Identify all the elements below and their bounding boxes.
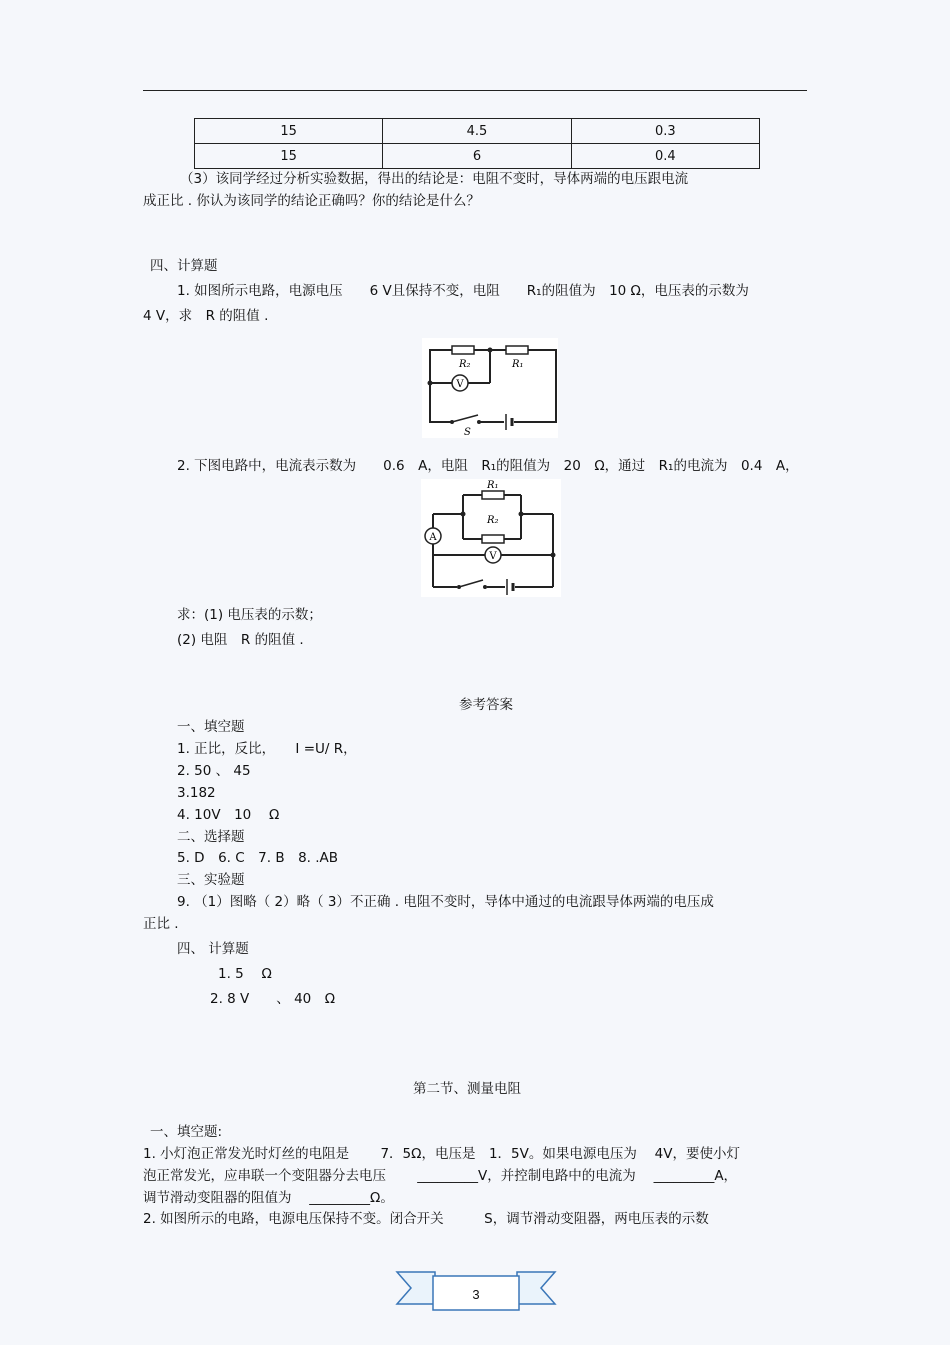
calc-ask2: (2) 电阻 R 的阻值 .: [177, 632, 304, 648]
resistor-r1-icon: [482, 491, 504, 499]
page-number: 3: [472, 1287, 480, 1302]
resistor-r2-icon: [482, 535, 504, 543]
section2-s1: 一、填空题:: [150, 1124, 223, 1140]
answer-2: 2. 50 、 45: [177, 763, 251, 779]
table-cell: 15: [195, 144, 383, 169]
answers-s3: 三、实验题: [177, 872, 245, 888]
calc-heading: 四、计算题: [150, 258, 218, 274]
fig2-r1-label: R₁: [487, 480, 499, 491]
circuit-diagram-1: [422, 338, 558, 438]
calc-p1-line1: 1. 如图所示电路，电源电压 6 V且保持不变，电阻 R₁的阻值为 10 Ω，电压表的示数为: [177, 283, 749, 299]
fig1-switch-label: S: [464, 427, 471, 438]
resistor-r1-icon: [506, 346, 528, 354]
table-cell: 0.3: [571, 119, 759, 144]
section2-q1-line2: 泡正常发光，应串联一个变阻器分去电压 _________V，并控制电路中的电流为 _________A，: [143, 1168, 738, 1184]
section2-q2-line1: 2. 如图所示的电路，电源电压保持不变。闭合开关 S，调节滑动变阻器，两电压表的示数: [143, 1211, 709, 1227]
table-row: [195, 144, 760, 169]
table-cell: 15: [195, 119, 383, 144]
page-number-ribbon: [395, 1268, 557, 1318]
header-rule: [143, 90, 807, 91]
q3-line1: （3）该同学经过分析实验数据，得出的结论是：电阻不变时，导体两端的电压跟电流: [180, 171, 689, 187]
calc-answer-2: 2. 8 V 、 40 Ω: [210, 991, 336, 1007]
resistor-r2-icon: [452, 346, 474, 354]
answer-5-8: 5. D 6. C 7. B 8. .AB: [177, 850, 339, 866]
answer-1: 1. 正比，反比， I =U/ R，: [177, 741, 357, 757]
circuit-diagram-2: [421, 479, 561, 597]
section2-q1-line1: 1. 小灯泡正常发光时灯丝的电阻是 7．5Ω，电压是 1．5V。如果电源电压为 4V，要使小灯: [143, 1146, 740, 1162]
fig1-r1-label: R₁: [512, 359, 524, 370]
table-cell: 0.4: [571, 144, 759, 169]
answers-s2: 二、选择题: [177, 829, 245, 845]
voltmeter-label: V: [456, 379, 464, 390]
calc-p2-line1: 2. 下图电路中，电流表示数为 0.6 A，电阻 R₁的阻值为 20 Ω，通过 R₁的电流为 0.4 A，: [177, 458, 799, 474]
ammeter-label: A: [429, 532, 437, 543]
data-table: [194, 118, 760, 169]
q3-line2: 成正比 . 你认为该同学的结论正确吗？你的结论是什么？: [143, 193, 480, 209]
fig1-r2-label: R₂: [459, 359, 471, 370]
section2-q1-line3: 调节滑动变阻器的阻值为 _________Ω。: [143, 1190, 394, 1206]
answers-s1: 一、填空题: [177, 719, 245, 735]
answer-3: 3.182: [177, 785, 216, 801]
table-cell: 4.5: [383, 119, 571, 144]
calc-ask1: 求：(1) 电压表的示数；: [177, 607, 322, 623]
answers-s4: 四、 计算题: [177, 941, 249, 957]
fig2-r2-label: R₂: [487, 515, 499, 526]
answers-title: 参考答案: [459, 697, 513, 713]
section2-title: 第二节、测量电阻: [413, 1081, 521, 1097]
table-row: [195, 119, 760, 144]
calc-answer-1: 1. 5 Ω: [218, 966, 272, 982]
voltmeter-label: V: [489, 551, 497, 562]
answer-4: 4. 10V 10 Ω: [177, 807, 280, 823]
answer-9-line1: 9. （1）图略（ 2）略（ 3）不正确 . 电阻不变时，导体中通过的电流跟导体两端的电压成: [177, 894, 714, 910]
calc-p1-line2: 4 V，求 R 的阻值 .: [143, 308, 269, 324]
answer-9-line2: 正比 .: [143, 916, 179, 932]
table-cell: 6: [383, 144, 571, 169]
